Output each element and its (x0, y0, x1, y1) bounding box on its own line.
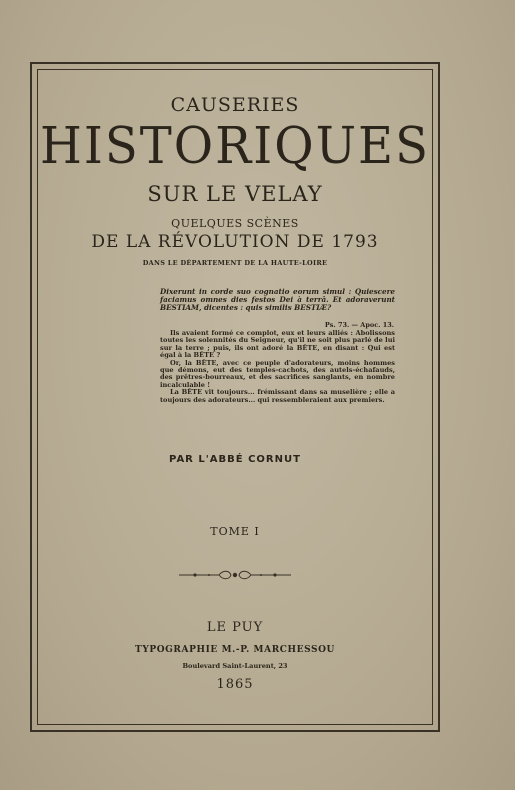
title-sur-le-velay: SUR LE VELAY (147, 182, 323, 206)
subtitle-departement: DANS LE DÉPARTEMENT DE LA HAUTE-LOIRE (142, 259, 328, 267)
commentary-paragraph: Or, la BÊTE, avec ce peuple d'adorateurs, moins hommes que démons, eut des temples-cachots, des autels-échafauds, des prêtres-bourreaux, et des sacrifices sanglants, en nombre incalculable ! (160, 358, 395, 389)
title-historiques: HISTORIQUES (40, 116, 430, 176)
subtitle-quelques-scenes: QUELQUES SCÈNES (171, 217, 299, 230)
publication-year: 1865 (216, 677, 254, 692)
epigraph-reference: Ps. 73. — Apoc. 13. (324, 321, 394, 329)
commentary-paragraph: Ils avaient formé ce complot, eux et leurs alliés : Abolissons toutes les solennités du Seigneur, qu'il ne soit plus parlé de lui sur la terre ; puis, ils ont adoré la BÊTE, en disant : Qui est égal à la BÊTE ? (160, 329, 395, 360)
subtitle-revolution: DE LA RÉVOLUTION DE 1793 (91, 232, 379, 252)
title-causeries: CAUSERIES (170, 94, 300, 116)
epigraph-commentary (160, 330, 395, 404)
latin-epigraph: Dixerunt in corde suo cognatio eorum simul : Quiescere faciamus omnes dies festos Dei à terrâ. Et adoraverunt BESTIAM, dicentes : quis similis BESTIÆ? (160, 287, 395, 312)
author-line: PAR L'ABBÉ CORNUT (169, 454, 301, 465)
printer-address: Boulevard Saint-Laurent, 23 (182, 662, 288, 670)
commentary-paragraph: La BÊTE vit toujours... frémissant dans sa muselière ; elle a toujours des adorateurs... qui ressembleraient aux premiers. (160, 388, 395, 404)
title-page-content (40, 70, 430, 720)
printer-name: TYPOGRAPHIE M.-P. MARCHESSOU (135, 645, 335, 655)
publication-place: LE PUY (206, 620, 264, 635)
volume-label: TOME I (210, 525, 260, 538)
fleuron-ornament-icon (175, 569, 295, 581)
